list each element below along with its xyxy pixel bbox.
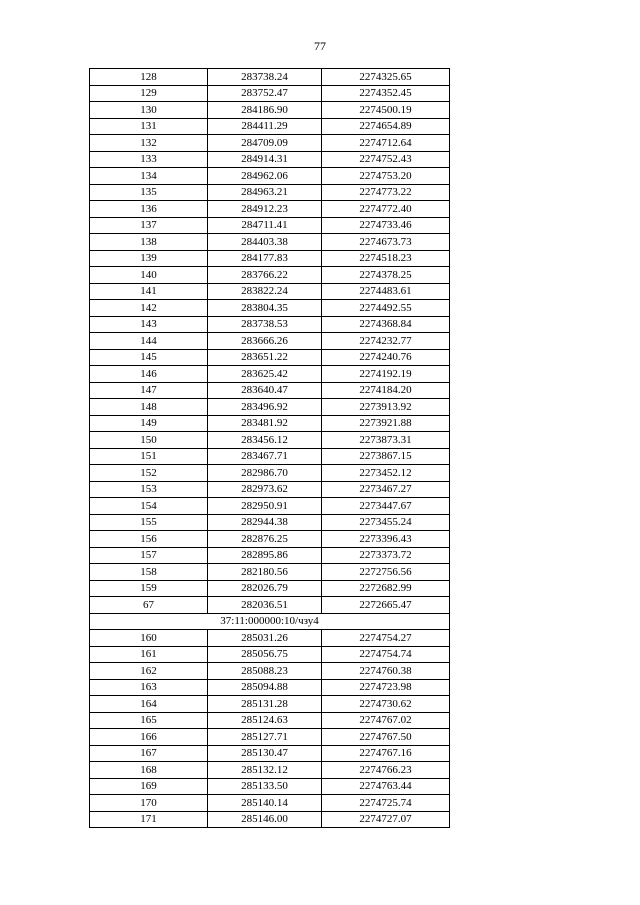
x-coordinate-cell: 284914.31 bbox=[208, 151, 322, 168]
point-number-cell: 141 bbox=[90, 283, 208, 300]
point-number-cell: 136 bbox=[90, 201, 208, 218]
point-number-cell: 163 bbox=[90, 679, 208, 696]
y-coordinate-cell: 2274733.46 bbox=[322, 217, 450, 234]
point-number-cell: 134 bbox=[90, 168, 208, 185]
point-number-cell: 67 bbox=[90, 597, 208, 614]
point-number-cell: 131 bbox=[90, 118, 208, 135]
x-coordinate-cell: 284186.90 bbox=[208, 102, 322, 119]
x-coordinate-cell: 283666.26 bbox=[208, 333, 322, 350]
x-coordinate-cell: 283651.22 bbox=[208, 349, 322, 366]
table-row bbox=[90, 564, 450, 581]
x-coordinate-cell: 282026.79 bbox=[208, 580, 322, 597]
point-number-cell: 151 bbox=[90, 448, 208, 465]
x-coordinate-cell: 282180.56 bbox=[208, 564, 322, 581]
point-number-cell: 143 bbox=[90, 316, 208, 333]
table-row bbox=[90, 465, 450, 482]
y-coordinate-cell: 2274767.02 bbox=[322, 712, 450, 729]
point-number-cell: 156 bbox=[90, 531, 208, 548]
point-number-cell: 137 bbox=[90, 217, 208, 234]
coordinates-table bbox=[89, 68, 450, 828]
x-coordinate-cell: 285140.14 bbox=[208, 795, 322, 812]
table-row bbox=[90, 811, 450, 828]
x-coordinate-cell: 283738.53 bbox=[208, 316, 322, 333]
y-coordinate-cell: 2274723.98 bbox=[322, 679, 450, 696]
x-coordinate-cell: 282036.51 bbox=[208, 597, 322, 614]
y-coordinate-cell: 2272756.56 bbox=[322, 564, 450, 581]
y-coordinate-cell: 2274240.76 bbox=[322, 349, 450, 366]
table-row bbox=[90, 184, 450, 201]
table-row bbox=[90, 762, 450, 779]
x-coordinate-cell: 282973.62 bbox=[208, 481, 322, 498]
table-row bbox=[90, 745, 450, 762]
point-number-cell: 157 bbox=[90, 547, 208, 564]
point-number-cell: 171 bbox=[90, 811, 208, 828]
table-row bbox=[90, 316, 450, 333]
y-coordinate-cell: 2274752.43 bbox=[322, 151, 450, 168]
table-row bbox=[90, 498, 450, 515]
x-coordinate-cell: 283467.71 bbox=[208, 448, 322, 465]
y-coordinate-cell: 2273873.31 bbox=[322, 432, 450, 449]
table-row bbox=[90, 135, 450, 152]
y-coordinate-cell: 2274712.64 bbox=[322, 135, 450, 152]
table-row bbox=[90, 580, 450, 597]
point-number-cell: 165 bbox=[90, 712, 208, 729]
y-coordinate-cell: 2274654.89 bbox=[322, 118, 450, 135]
x-coordinate-cell: 284709.09 bbox=[208, 135, 322, 152]
y-coordinate-cell: 2274754.27 bbox=[322, 630, 450, 647]
point-number-cell: 149 bbox=[90, 415, 208, 432]
y-coordinate-cell: 2274378.25 bbox=[322, 267, 450, 284]
table-row bbox=[90, 349, 450, 366]
x-coordinate-cell: 282986.70 bbox=[208, 465, 322, 482]
y-coordinate-cell: 2273913.92 bbox=[322, 399, 450, 416]
point-number-cell: 152 bbox=[90, 465, 208, 482]
y-coordinate-cell: 2274730.62 bbox=[322, 696, 450, 713]
y-coordinate-cell: 2274483.61 bbox=[322, 283, 450, 300]
point-number-cell: 154 bbox=[90, 498, 208, 515]
table-row bbox=[90, 333, 450, 350]
table-row bbox=[90, 85, 450, 102]
x-coordinate-cell: 283804.35 bbox=[208, 300, 322, 317]
point-number-cell: 148 bbox=[90, 399, 208, 416]
x-coordinate-cell: 283766.22 bbox=[208, 267, 322, 284]
point-number-cell: 132 bbox=[90, 135, 208, 152]
y-coordinate-cell: 2273867.15 bbox=[322, 448, 450, 465]
x-coordinate-cell: 285056.75 bbox=[208, 646, 322, 663]
y-coordinate-cell: 2274325.65 bbox=[322, 69, 450, 86]
y-coordinate-cell: 2274763.44 bbox=[322, 778, 450, 795]
coordinates-table-body bbox=[90, 69, 450, 828]
point-number-cell: 170 bbox=[90, 795, 208, 812]
point-number-cell: 150 bbox=[90, 432, 208, 449]
x-coordinate-cell: 284963.21 bbox=[208, 184, 322, 201]
x-coordinate-cell: 284962.06 bbox=[208, 168, 322, 185]
table-row bbox=[90, 597, 450, 614]
table-row bbox=[90, 778, 450, 795]
table-row bbox=[90, 663, 450, 680]
y-coordinate-cell: 2273447.67 bbox=[322, 498, 450, 515]
table-row bbox=[90, 366, 450, 383]
table-row bbox=[90, 118, 450, 135]
table-row bbox=[90, 481, 450, 498]
cadastral-number-cell: 37:11:000000:10/чзу4 bbox=[90, 613, 450, 630]
table-row bbox=[90, 300, 450, 317]
x-coordinate-cell: 284912.23 bbox=[208, 201, 322, 218]
table-row bbox=[90, 382, 450, 399]
x-coordinate-cell: 283481.92 bbox=[208, 415, 322, 432]
y-coordinate-cell: 2274766.23 bbox=[322, 762, 450, 779]
point-number-cell: 169 bbox=[90, 778, 208, 795]
table-row bbox=[90, 217, 450, 234]
point-number-cell: 155 bbox=[90, 514, 208, 531]
point-number-cell: 153 bbox=[90, 481, 208, 498]
x-coordinate-cell: 285146.00 bbox=[208, 811, 322, 828]
point-number-cell: 160 bbox=[90, 630, 208, 647]
y-coordinate-cell: 2274773.22 bbox=[322, 184, 450, 201]
x-coordinate-cell: 285031.26 bbox=[208, 630, 322, 647]
x-coordinate-cell: 283625.42 bbox=[208, 366, 322, 383]
table-row bbox=[90, 712, 450, 729]
y-coordinate-cell: 2273452.12 bbox=[322, 465, 450, 482]
table-row bbox=[90, 448, 450, 465]
x-coordinate-cell: 282876.25 bbox=[208, 531, 322, 548]
table-row bbox=[90, 432, 450, 449]
x-coordinate-cell: 284177.83 bbox=[208, 250, 322, 267]
y-coordinate-cell: 2273921.88 bbox=[322, 415, 450, 432]
y-coordinate-cell: 2274518.23 bbox=[322, 250, 450, 267]
x-coordinate-cell: 283456.12 bbox=[208, 432, 322, 449]
y-coordinate-cell: 2274352.45 bbox=[322, 85, 450, 102]
y-coordinate-cell: 2273467.27 bbox=[322, 481, 450, 498]
y-coordinate-cell: 2272665.47 bbox=[322, 597, 450, 614]
y-coordinate-cell: 2274500.19 bbox=[322, 102, 450, 119]
table-row bbox=[90, 795, 450, 812]
table-row bbox=[90, 729, 450, 746]
y-coordinate-cell: 2274754.74 bbox=[322, 646, 450, 663]
x-coordinate-cell: 285130.47 bbox=[208, 745, 322, 762]
y-coordinate-cell: 2274673.73 bbox=[322, 234, 450, 251]
point-number-cell: 158 bbox=[90, 564, 208, 581]
table-row bbox=[90, 531, 450, 548]
table-row bbox=[90, 250, 450, 267]
point-number-cell: 166 bbox=[90, 729, 208, 746]
x-coordinate-cell: 285124.63 bbox=[208, 712, 322, 729]
table-row bbox=[90, 69, 450, 86]
y-coordinate-cell: 2274184.20 bbox=[322, 382, 450, 399]
x-coordinate-cell: 284711.41 bbox=[208, 217, 322, 234]
y-coordinate-cell: 2272682.99 bbox=[322, 580, 450, 597]
x-coordinate-cell: 283640.47 bbox=[208, 382, 322, 399]
x-coordinate-cell: 283496.92 bbox=[208, 399, 322, 416]
table-row bbox=[90, 646, 450, 663]
table-row bbox=[90, 151, 450, 168]
y-coordinate-cell: 2273455.24 bbox=[322, 514, 450, 531]
x-coordinate-cell: 284403.38 bbox=[208, 234, 322, 251]
table-row bbox=[90, 102, 450, 119]
y-coordinate-cell: 2274753.20 bbox=[322, 168, 450, 185]
point-number-cell: 161 bbox=[90, 646, 208, 663]
table-row bbox=[90, 514, 450, 531]
x-coordinate-cell: 284411.29 bbox=[208, 118, 322, 135]
x-coordinate-cell: 285131.28 bbox=[208, 696, 322, 713]
y-coordinate-cell: 2274368.84 bbox=[322, 316, 450, 333]
point-number-cell: 138 bbox=[90, 234, 208, 251]
y-coordinate-cell: 2274727.07 bbox=[322, 811, 450, 828]
table-row bbox=[90, 696, 450, 713]
point-number-cell: 139 bbox=[90, 250, 208, 267]
x-coordinate-cell: 282950.91 bbox=[208, 498, 322, 515]
page-number: 77 bbox=[314, 39, 326, 53]
y-coordinate-cell: 2274760.38 bbox=[322, 663, 450, 680]
x-coordinate-cell: 282895.86 bbox=[208, 547, 322, 564]
x-coordinate-cell: 285133.50 bbox=[208, 778, 322, 795]
table-row bbox=[90, 547, 450, 564]
point-number-cell: 168 bbox=[90, 762, 208, 779]
y-coordinate-cell: 2274767.50 bbox=[322, 729, 450, 746]
point-number-cell: 135 bbox=[90, 184, 208, 201]
table-row bbox=[90, 201, 450, 218]
point-number-cell: 129 bbox=[90, 85, 208, 102]
point-number-cell: 142 bbox=[90, 300, 208, 317]
y-coordinate-cell: 2274492.55 bbox=[322, 300, 450, 317]
point-number-cell: 164 bbox=[90, 696, 208, 713]
table-row bbox=[90, 168, 450, 185]
y-coordinate-cell: 2273396.43 bbox=[322, 531, 450, 548]
point-number-cell: 145 bbox=[90, 349, 208, 366]
x-coordinate-cell: 283752.47 bbox=[208, 85, 322, 102]
y-coordinate-cell: 2274767.16 bbox=[322, 745, 450, 762]
point-number-cell: 140 bbox=[90, 267, 208, 284]
x-coordinate-cell: 283822.24 bbox=[208, 283, 322, 300]
x-coordinate-cell: 282944.38 bbox=[208, 514, 322, 531]
point-number-cell: 146 bbox=[90, 366, 208, 383]
table-row bbox=[90, 630, 450, 647]
x-coordinate-cell: 285088.23 bbox=[208, 663, 322, 680]
x-coordinate-cell: 285094.88 bbox=[208, 679, 322, 696]
y-coordinate-cell: 2273373.72 bbox=[322, 547, 450, 564]
x-coordinate-cell: 285127.71 bbox=[208, 729, 322, 746]
section-header-row bbox=[90, 613, 450, 630]
point-number-cell: 167 bbox=[90, 745, 208, 762]
y-coordinate-cell: 2274772.40 bbox=[322, 201, 450, 218]
y-coordinate-cell: 2274725.74 bbox=[322, 795, 450, 812]
table-row bbox=[90, 399, 450, 416]
point-number-cell: 147 bbox=[90, 382, 208, 399]
point-number-cell: 130 bbox=[90, 102, 208, 119]
point-number-cell: 162 bbox=[90, 663, 208, 680]
table-row bbox=[90, 679, 450, 696]
table-row bbox=[90, 267, 450, 284]
table-row bbox=[90, 283, 450, 300]
table-row bbox=[90, 415, 450, 432]
table-row bbox=[90, 234, 450, 251]
y-coordinate-cell: 2274192.19 bbox=[322, 366, 450, 383]
point-number-cell: 133 bbox=[90, 151, 208, 168]
point-number-cell: 159 bbox=[90, 580, 208, 597]
x-coordinate-cell: 285132.12 bbox=[208, 762, 322, 779]
x-coordinate-cell: 283738.24 bbox=[208, 69, 322, 86]
point-number-cell: 144 bbox=[90, 333, 208, 350]
point-number-cell: 128 bbox=[90, 69, 208, 86]
y-coordinate-cell: 2274232.77 bbox=[322, 333, 450, 350]
